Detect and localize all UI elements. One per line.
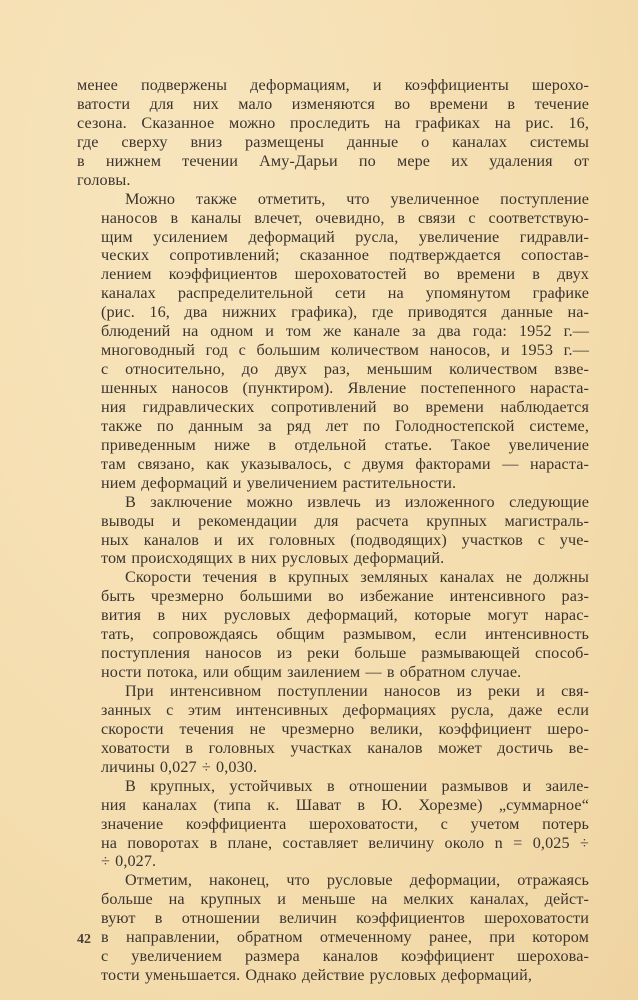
- text-line: где сверху вниз размещены данные о каналах системы: [77, 132, 589, 151]
- text-line: личины 0,027 ÷ 0,030.: [101, 757, 258, 776]
- paragraph: [77, 871, 589, 985]
- text-line: вития в них русловых деформаций, которые могут нарас-: [101, 606, 589, 625]
- text-line: блюдений на одном и том же канале за два года: 1952 г.—: [101, 322, 589, 341]
- text-line: на поворотах в плане, составляет величину около n = 0,025 ÷: [101, 833, 589, 852]
- text-line: В крупных, устойчивых в отношении размывов и заиле-: [125, 776, 589, 795]
- page-number: 42: [77, 932, 91, 947]
- text-line: Отметим, наконец, что русловые деформации, отражаясь: [125, 871, 589, 890]
- text-line: тать, сопровождаясь общим размывом, если интенсивность: [101, 625, 589, 644]
- text-line: том происходящих в них русловых деформаций.: [101, 549, 445, 568]
- text-line: сезона. Сказанное можно проследить на графиках на рис. 16,: [77, 113, 589, 132]
- text-line: щим усилением деформаций русла, увеличение гидравли-: [101, 227, 589, 246]
- text-line: В заключение можно извлечь из изложенного следующие: [125, 492, 589, 511]
- text-line: ния гидравлических сопротивлений во времени наблюдается: [101, 397, 589, 416]
- text-line: приведенным ниже в отдельной статье. Такое увеличение: [101, 435, 589, 454]
- text-line: в направлении, обратном отмеченному ранее, при котором: [101, 928, 589, 947]
- text-line: быть чрезмерно большими во избежание интенсивного раз-: [101, 587, 589, 606]
- text-line: лением коэффициентов шероховатостей во времени в двух: [101, 265, 589, 284]
- text-line: наносов в каналы влечет, очевидно, в связи с соответствую-: [101, 208, 589, 227]
- text-line: в нижнем течении Аму-Дарьи по мере их удаления от: [77, 151, 589, 170]
- text-line: каналах распределительной сети на упомянутом графике: [101, 284, 589, 303]
- text-line: с увеличением размера каналов коэффициент шерохова-: [101, 947, 589, 966]
- text-line: поступления наносов из реки больше размывающей способ-: [101, 644, 589, 663]
- text-line: ватости для них мало изменяются во времени в течение: [77, 94, 589, 113]
- page-body: [77, 76, 589, 985]
- text-line: ности потока, или общим заилением — в обратном случае.: [101, 663, 522, 682]
- text-line: ховатости в головных участках каналов может достичь ве-: [101, 738, 589, 757]
- text-line: При интенсивном поступлении наносов из реки и свя-: [125, 682, 589, 700]
- text-line: шенных наносов (пунктиром). Явление постепенного нараста-: [101, 379, 589, 397]
- text-line: с относительно, до двух раз, меньшим количеством взве-: [101, 360, 589, 379]
- text-line: там связано, как указывалось, с двумя факторами — нараста-: [101, 454, 589, 473]
- text-line: ных каналов и их головных (подводящих) участков с уче-: [101, 530, 589, 549]
- text-line: ÷ 0,027.: [101, 852, 157, 871]
- text-line: вуют в отношении величин коэффициентов шероховатости: [101, 909, 589, 928]
- text-line: занных с этим интенсивных деформациях русла, даже если: [101, 700, 589, 719]
- text-line: больше на крупных и меньше на мелких каналах, дейст-: [101, 890, 589, 909]
- paragraph: [77, 568, 589, 682]
- paragraph: [77, 682, 589, 777]
- text-line: Скорости течения в крупных земляных каналах не должны: [125, 568, 589, 587]
- text-line: ческих сопротивлений; сказанное подтверждается сопостав-: [101, 246, 589, 265]
- text-line: головы.: [77, 170, 131, 189]
- text-line: скорости течения не чрезмерно велики, коэффициент шеро-: [101, 719, 589, 738]
- text-line: Можно также отметить, что увеличенное поступление: [125, 189, 589, 208]
- paragraph: [77, 76, 589, 190]
- text-line: (рис. 16, два нижних графика), где приводятся данные на-: [101, 303, 589, 322]
- paragraph: [77, 493, 589, 569]
- text-line: значение коэффициента шероховатости, с учетом потерь: [101, 814, 589, 833]
- text-line: менее подвержены деформациям, и коэффициенты шерохо-: [77, 76, 589, 94]
- text-line: многоводный год с большим количеством наносов, и 1953 г.—: [101, 341, 589, 360]
- text-line: нием деформаций и увеличением растительности.: [101, 473, 457, 492]
- paragraph: [77, 190, 589, 493]
- paragraph: [77, 777, 589, 872]
- text-line: тости уменьшается. Однако действие русловых деформаций,: [101, 966, 533, 985]
- text-line: выводы и рекомендации для расчета крупных магистраль-: [101, 511, 589, 530]
- text-line: также по данным за ряд лет по Голодностепской системе,: [101, 416, 589, 435]
- text-line: ния каналах (типа к. Шават в Ю. Хорезме) „суммарное“: [101, 795, 589, 814]
